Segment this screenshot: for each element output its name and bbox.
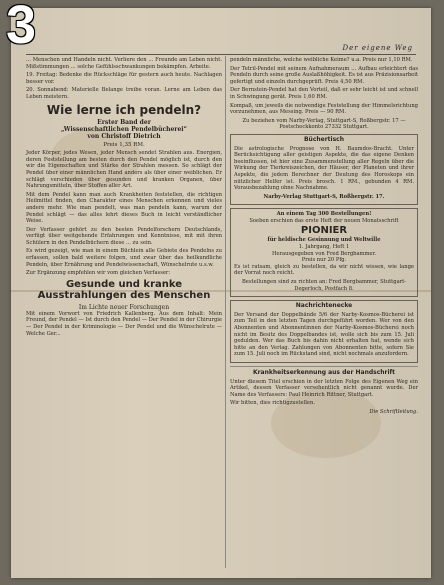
- book2-body: Mit einem Vorwort von Friedrich Kallenberg. Aus dem Inhalt: Mein Freund, der Pendel — Ist durch den Pendel — Der Pendel in der Chirurgie — Der Pendel in der Kriminologie — Der Pendel und die Wünschelrute — Welche Ger...: [26, 310, 222, 337]
- pionier-ad: [230, 208, 418, 297]
- box-publisher: Narby-Verlag Stuttgart-S, Roßbergstr. 17.: [263, 193, 385, 200]
- editor-line: Herausgegeben von Fred Bergbammer.: [271, 250, 377, 257]
- box-body: Der Versand der Doppelbände 5/6 der Narby-Kosmos-Bücherei ist zum Teil in den letzten Tagen durchgeführt worden. Wer von den Abonnenten und Abonnentinnen der Narby-Kosmos-Bücherei noch nicht im Besitz des Doppelbandes ist, wolle sich bis zum 15. Juli gedulden. Wer das Buch bis dahin nicht erhalten hat, wende sich bitte an den Verlag. Zahlungen von Abonnenten bitte, sofern Sie zum 15. Juli noch im Rückstand sind, nicht nochmals anzufordern.: [234, 311, 414, 358]
- recommend-line: Zur Ergänzung empfehlen wir vom gleichen Verfasser:: [26, 270, 171, 277]
- book-price: Preis 1,35 RM.: [103, 141, 145, 148]
- friday-entry: 19. Freitag: Bedenke die Rückschläge für gestern auch heute. Nachlagen besser vor.: [26, 72, 222, 85]
- ad-text: Der Tetril-Pendel mit seinem Aufnahmeraum ... Aufbau erleichtert das Pendeln durch seine große Auslaßhöhigkeit. Es ist aus Präzisionsarbeit gefertigt und einzeln durchgeprüft. Preis 4,50 RM.: [230, 65, 418, 85]
- article-body: Mit dem Pendel kann man auch Krankheiten feststellen, die richtigen Heilmittel finden, den Charakter eines Menschen erkennen und vieles andere mehr. Wie man pendelt, was man pendeln kann, warum der Pendel schlägt — das alles lehrt dieses Buch in leicht verständlicher Weise.: [26, 191, 222, 225]
- ad-text: Kompaß, um jeweils die notwendige Feststellung der Himmelsrichtung vorzunehmen, aus Messing. Preis — 90 RM.: [230, 102, 418, 116]
- magazine-title: PIONIER: [300, 225, 348, 237]
- left-column: [26, 57, 222, 339]
- column-rule: [225, 56, 226, 568]
- article-body: Es wird gezeigt, wie man in einem Büchlein alle Gebiete des Pendelns zu erfassen, sollen bald weitere folgen, und zwar über das heilkundliche Pendeln, über Ernährung und Pendelwissenschaft, Wünschelrute u.s.w.: [26, 248, 222, 268]
- magazine-price: Preis nur 20 Pfg.: [301, 257, 347, 264]
- box-body: Die astrologische Prognose von H. Baumdos-Bracht. Unter Berücksichtigung aller geistigen Aspekte, die das eigene Denken beeinflussen, ist hier eine Zusammenstellung aller Regeln über die Wirkung der Tierkreiszeichen, der Häuser, der Planeten und ihrer Aspekte, die jedem Berechner der Deutung des Horoskops ein nützlicher Helfer ist. Preis brosch. 1 RM., gebunden 4 RM. Vorausbezahlung ohne Nachnahme.: [234, 145, 414, 192]
- article-body: Der Verfasser gehört zu den besten Pendelforschern Deutschlands, verfügt über weitgehende Erfahrungen und Kenntnisse, mit mit ihren Schülern in den Pendelbüchern diese ... zu sein.: [26, 226, 222, 246]
- right-column: [230, 57, 418, 418]
- section-body: Unter diesem Titel erschien in der letzten Folge des Eigenen Weg ein Artikel, dessen Verfasser versehentlich nicht genannt wurde. Der Name des Verfassers: Paul Heinrich Rittner, Stuttgart.: [230, 378, 418, 398]
- box-heading: Nachrichtenecke: [295, 302, 353, 310]
- signature: Die Schriftleitung.: [369, 408, 418, 415]
- running-head: Der eigene Weg: [342, 44, 413, 52]
- page-number: 3: [6, 0, 37, 55]
- article-body: Jeder Körper, jedes Wesen, jeder Mensch sendet Strahlen aus. Energien, deren Feststellung am besten durch den Pendel möglich ist, durch den wir die Eigenschaften und Stärke der Strahlen messen. So schlägt der Pendel über einer männlichen Hand anders als über einer weiblichen. Er schlägt verschieden über gesunden und kranken Organen, über Nahrungsmitteln, über Stoffen aller Art.: [26, 150, 222, 190]
- issue-number: 1. Jahrgang, Heft 1: [298, 244, 350, 251]
- news-corner: [230, 300, 418, 363]
- author-name: von Christoff Dietrich: [87, 132, 161, 140]
- book2-subtitle: Im Lichte neuer Forschungen: [78, 303, 170, 311]
- magazine-desc: für heldische Gesinnung und Weltwille: [267, 237, 381, 244]
- books-box: [230, 134, 418, 205]
- ad-subline: Soeben erschien das erste Heft der neuen Monatsschrift: [249, 217, 399, 224]
- section-note: Wir bitten, dies richtigzustellen.: [230, 400, 315, 407]
- ad-headline: An einem Tag 300 Bestellungen!: [276, 211, 372, 218]
- intro-text: ... Menschen und Handeln nicht. Verliere den ... Freunde am Leben nicht. Mißstimmungen ... solche Gefühlsschwankungen bekämpfen. Arbeite.: [26, 57, 222, 70]
- newspaper-page: [11, 8, 431, 578]
- section-rule: [230, 366, 418, 367]
- order-address: Bestellungen sind zu richten an: Fred Bergbammer, Stuttgart-Degerloch, Postfach 8.: [241, 279, 406, 292]
- section-heading: Krankheitserkennung aus der Handschrift: [252, 368, 396, 376]
- box-heading: Büchertisch: [303, 135, 345, 143]
- publisher-line: Zu beziehen vom Narby-Verlag, Stuttgart-S, Roßbergstr. 17 — Postscheckkonto 27332 Stuttgart.: [242, 117, 406, 131]
- header-rule: [26, 54, 416, 55]
- article-title: Wie lerne ich pendeln?: [46, 102, 202, 117]
- ad-text: Der Bernstein-Pendel hat den Vorteil, daß er sehr leicht ist und schnell in Schwingung gerät. Preis 1,60 RM.: [230, 87, 418, 100]
- ad-body: Es ist ratsam, gleich zu bestellen, da wir nicht wissen, wie lange der Vorrat noch reicht.: [234, 263, 414, 277]
- series-name: „Wissenschaftlichen Pendelbücherei“: [60, 125, 188, 133]
- article-subtitle: Erster Band der: [97, 118, 151, 126]
- saturday-entry: 20. Sonnabend: Materielle Belange treibe voran. Lerne am Leben das Leben meistern.: [26, 87, 222, 100]
- book2-title: Gesunde und kranke Ausstrahlungen des Menschen: [37, 278, 211, 302]
- ad-text: pendeln männliche, welche weibliche Keime? u.a. Preis nur 1,10 RM.: [230, 57, 413, 63]
